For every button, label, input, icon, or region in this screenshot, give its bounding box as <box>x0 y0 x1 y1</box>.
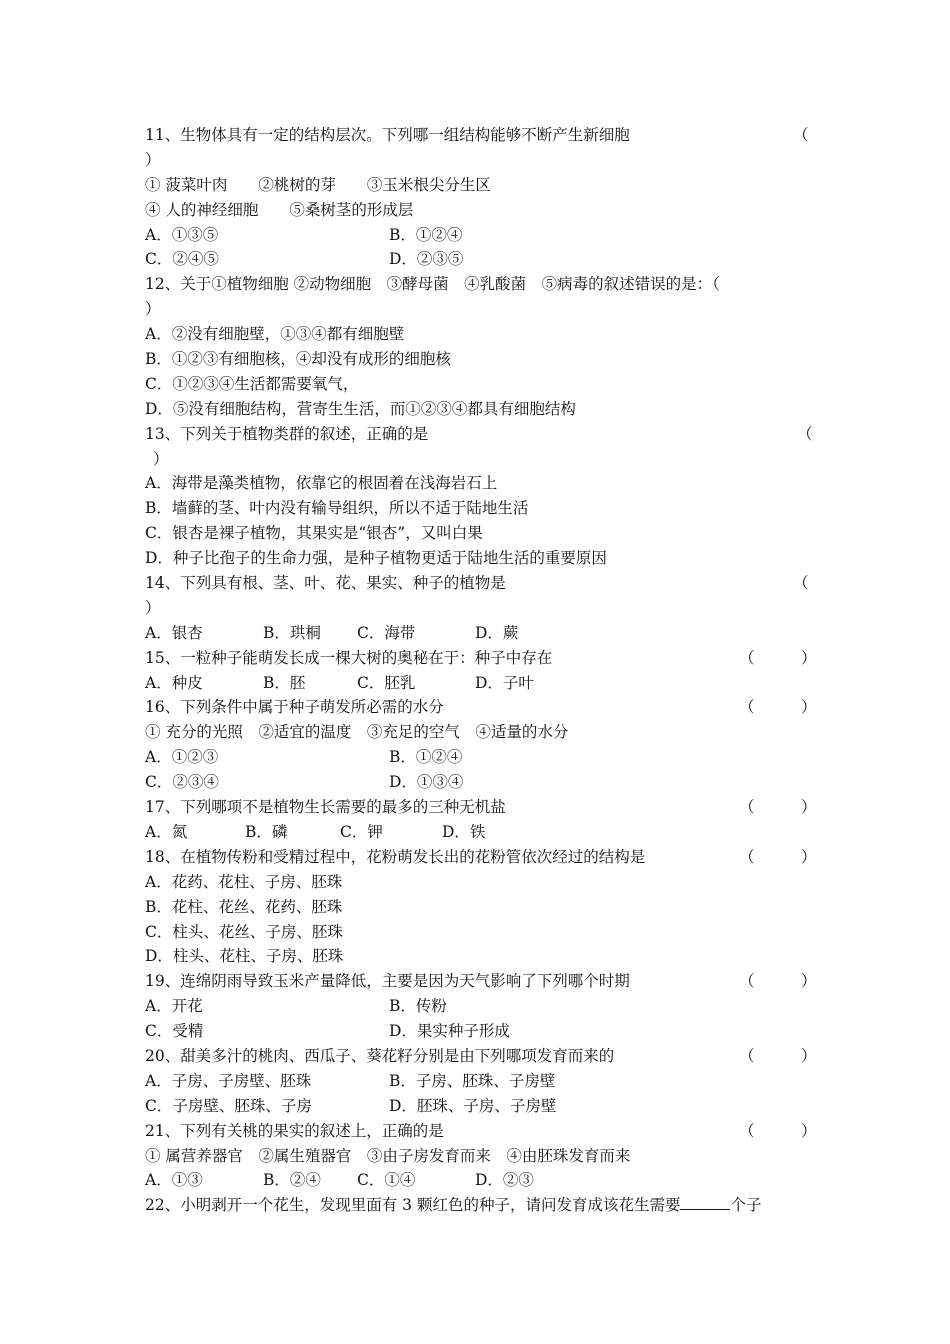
question-text: 11、生物体具有一定的结构层次。下列哪一组结构能够不断产生新细胞 <box>145 126 630 144</box>
question-14-stem <box>145 571 809 596</box>
question-11-items-1: ① 菠菜叶肉 ②桃树的芽 ③玉米根尖分生区 <box>145 175 491 194</box>
question-11-stem <box>145 123 809 148</box>
option-d: D．果实种子形成 <box>389 1022 510 1041</box>
question-16-items: ① 充分的光照 ②适宜的温度 ③充足的空气 ④适量的水分 <box>145 723 569 742</box>
option-c: C．胚乳 <box>357 673 416 692</box>
option-c: C．柱头、花丝、子房、胚珠 <box>145 922 343 941</box>
answer-blank <box>680 1193 730 1210</box>
answer-paren-close: ） <box>145 598 161 617</box>
answer-paren-open: （ <box>797 424 813 443</box>
option-b: B．子房、胚珠、子房壁 <box>389 1071 556 1090</box>
option-d: D．⑤没有细胞结构，营寄生生活，而①②③④都具有细胞结构 <box>145 399 576 418</box>
option-c: C．子房壁、胚珠、子房 <box>145 1096 312 1115</box>
question-16-options-ab <box>145 745 805 770</box>
option-b: B．传粉 <box>389 997 447 1016</box>
question-11-options-cd <box>145 247 805 272</box>
question-16-stem <box>145 695 817 720</box>
question-text: 17、下列哪项不是植物生长需要的最多的三种无机盐 <box>145 798 506 817</box>
option-d: D．蕨 <box>475 623 519 642</box>
question-21-items: ① 属营养器官 ②属生殖器官 ③由子房发育而来 ④由胚珠发育而来 <box>145 1146 631 1165</box>
option-d: D．种子比孢子的生命力强，是种子植物更适于陆地生活的重要原因 <box>145 549 607 568</box>
question-21-options <box>145 1168 805 1193</box>
question-20-options-ab <box>145 1069 805 1094</box>
question-11-options-ab <box>145 223 805 248</box>
question-20-options-cd <box>145 1094 805 1119</box>
question-22-stem <box>145 1193 805 1218</box>
option-c: C．受精 <box>145 1022 204 1041</box>
option-d: D．胚珠、子房、子房壁 <box>389 1096 557 1115</box>
question-text: 22、小明剥开一个花生，发现里面有 3 颗红色的种子，请问发育成该花生需要 <box>145 1196 681 1215</box>
answer-paren-open: （ <box>793 126 809 144</box>
answer-paren: （ ） <box>739 798 817 817</box>
option-c: C．②④⑤ <box>145 250 219 269</box>
question-17-stem <box>145 795 817 820</box>
option-d: D．子叶 <box>475 673 534 692</box>
question-12-stem: 12、关于①植物细胞 ②动物细胞 ③酵母菌 ④乳酸菌 ⑤病毒的叙述错误的是：（ <box>145 275 720 294</box>
option-a: A．银杏 <box>145 623 203 642</box>
question-text: 14、下列具有根、茎、叶、花、果实、种子的植物是 <box>145 574 506 593</box>
option-a: A．①③⑤ <box>145 225 219 244</box>
option-b: B．①②④ <box>389 748 463 767</box>
question-19-stem <box>145 969 817 994</box>
option-a: A．花药、花柱、子房、胚珠 <box>145 872 343 891</box>
option-b: B．磷 <box>245 822 288 841</box>
option-c: C．②③④ <box>145 773 219 792</box>
option-c: C．海带 <box>357 623 416 642</box>
option-b: B．胚 <box>263 673 306 692</box>
question-text: 21、下列有关桃的果实的叙述上，正确的是 <box>145 1121 444 1140</box>
option-a: A．①③ <box>145 1171 203 1190</box>
option-d: D．铁 <box>442 822 486 841</box>
question-13-stem <box>145 422 813 447</box>
answer-paren: （ ） <box>739 972 817 991</box>
question-text-after: 个子 <box>730 1196 762 1215</box>
option-a: A．②没有细胞壁，①③④都有细胞壁 <box>145 325 405 344</box>
question-text: 20、甜美多汁的桃肉、西瓜子、葵花籽分别是由下列哪项发育而来的 <box>145 1046 615 1065</box>
option-a: A．子房、子房壁、胚珠 <box>145 1071 312 1090</box>
option-b: B．②④ <box>263 1171 321 1190</box>
option-a: A．氮 <box>145 822 188 841</box>
option-a: A．种皮 <box>145 673 203 692</box>
option-c: C．①④ <box>357 1171 416 1190</box>
option-a: A．开花 <box>145 997 203 1016</box>
answer-paren: （ ） <box>739 847 817 866</box>
question-15-stem <box>145 646 817 671</box>
question-text: 13、下列关于植物类群的叙述，正确的是 <box>145 424 429 443</box>
answer-paren-open: （ <box>793 574 809 593</box>
question-19-options-ab <box>145 994 805 1019</box>
answer-paren: （ ） <box>739 648 817 667</box>
option-c: C．钾 <box>340 822 383 841</box>
question-11-items-2: ④ 人的神经细胞 ⑤桑树茎的形成层 <box>145 200 414 219</box>
question-16-options-cd <box>145 770 805 795</box>
question-17-options <box>145 820 805 845</box>
answer-paren: （ ） <box>739 698 817 717</box>
option-b: B．墙藓的茎、叶内没有输导组织，所以不适于陆地生活 <box>145 499 529 518</box>
answer-paren: （ ） <box>739 1046 817 1065</box>
question-21-stem <box>145 1119 817 1144</box>
option-d: D．柱头、花柱、子房、胚珠 <box>145 947 344 966</box>
question-19-options-cd <box>145 1019 805 1044</box>
option-b: B．花柱、花丝、花药、胚珠 <box>145 897 343 916</box>
answer-paren-close: ） <box>145 300 161 319</box>
option-d: D．②③ <box>475 1171 534 1190</box>
option-b: B．①②③有细胞核，④却没有成形的细胞核 <box>145 350 451 369</box>
option-c: C．银杏是裸子植物，其果实是“银杏”，又叫白果 <box>145 524 483 543</box>
question-14-options <box>145 621 805 646</box>
answer-paren-close: ） <box>145 150 161 169</box>
question-text: 15、一粒种子能萌发长成一棵大树的奥秘在于：种子中存在 <box>145 648 553 667</box>
question-list <box>145 123 817 1218</box>
option-a: A．①②③ <box>145 748 219 767</box>
question-text: 19、连绵阴雨导致玉米产量降低，主要是因为天气影响了下列哪个时期 <box>145 972 630 991</box>
question-text: 16、下列条件中属于种子萌发所必需的水分 <box>145 698 444 717</box>
question-15-options <box>145 671 805 696</box>
question-20-stem <box>145 1044 817 1069</box>
option-d: D．①③④ <box>389 773 464 792</box>
option-a: A．海带是藻类植物，依靠它的根固着在浅海岩石上 <box>145 474 498 493</box>
question-text: 18、在植物传粉和受精过程中，花粉萌发长出的花粉管依次经过的结构是 <box>145 847 646 866</box>
option-c: C．①②③④生活都需要氧气， <box>145 374 359 393</box>
option-d: D．②③⑤ <box>389 250 464 269</box>
option-b: B．①②④ <box>389 225 463 244</box>
answer-paren-close: ） <box>153 449 169 468</box>
question-18-stem <box>145 845 817 870</box>
answer-paren: （ ） <box>739 1121 817 1140</box>
option-b: B．珙桐 <box>263 623 321 642</box>
